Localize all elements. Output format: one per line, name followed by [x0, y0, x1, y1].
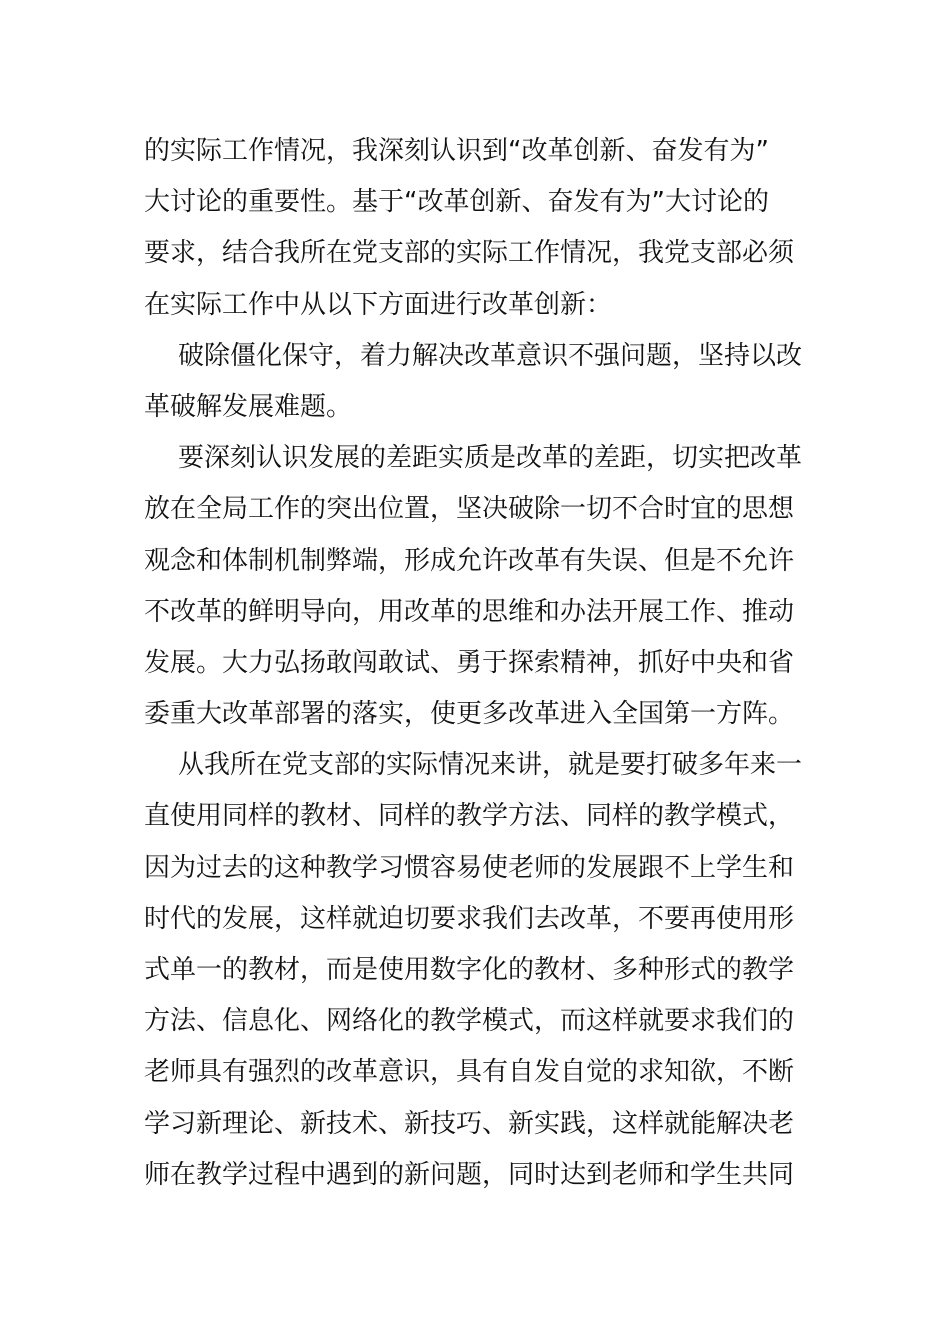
text-line: 在实际工作中从以下方面进行改革创新： — [144, 289, 613, 320]
body-text — [144, 126, 804, 1201]
text-line: 革破解发展难题。 — [144, 391, 353, 422]
text-line: 发展。大力弘扬敢闯敢试、勇于探索精神，抓好中央和省 — [144, 647, 795, 678]
text-line: 要求，结合我所在党支部的实际工作情况，我党支部必须 — [144, 238, 795, 269]
text-line: 观念和体制机制弊端，形成允许改革有失误、但是不允许 — [144, 545, 795, 576]
text-line: 老师具有强烈的改革意识，具有自发自觉的求知欲，不断 — [144, 1057, 795, 1088]
text-line: 式单一的教材，而是使用数字化的教材、多种形式的教学 — [144, 955, 795, 985]
text-line: 学习新理论、新技术、新技巧、新实践，这样就能解决老 — [144, 1108, 795, 1139]
paragraph-first-line: 要深刻认识发展的差距实质是改革的差距，切实把改革 — [178, 443, 803, 474]
text-line: 委重大改革部署的落实，使更多改革进入全国第一方阵。 — [144, 699, 795, 730]
text-line: 的实际工作情况，我深刻认识到“改革创新、奋发有为” — [144, 136, 769, 166]
text-line: 方法、信息化、网络化的教学模式，而这样就要求我们的 — [144, 1006, 795, 1037]
text-line: 大讨论的重要性。基于“改革创新、奋发有为”大讨论的 — [144, 187, 769, 218]
text-line: 时代的发展，这样就迫切要求我们去改革，不要再使用形 — [144, 903, 795, 934]
paragraph-first-line: 破除僵化保守，着力解决改革意识不强问题，坚持以改 — [178, 340, 803, 371]
text-line: 不改革的鲜明导向，用改革的思维和办法开展工作、推动 — [144, 596, 795, 627]
text-line: 放在全局工作的突出位置，坚决破除一切不合时宜的思想 — [144, 494, 795, 525]
paragraph-first-line: 从我所在党支部的实际情况来讲，就是要打破多年来一 — [178, 750, 803, 781]
text-line: 直使用同样的教材、同样的教学方法、同样的教学模式， — [144, 801, 795, 832]
text-line: 因为过去的这种教学习惯容易使老师的发展跟不上学生和 — [144, 852, 795, 883]
text-line: 师在教学过程中遇到的新问题，同时达到老师和学生共同 — [144, 1159, 795, 1190]
